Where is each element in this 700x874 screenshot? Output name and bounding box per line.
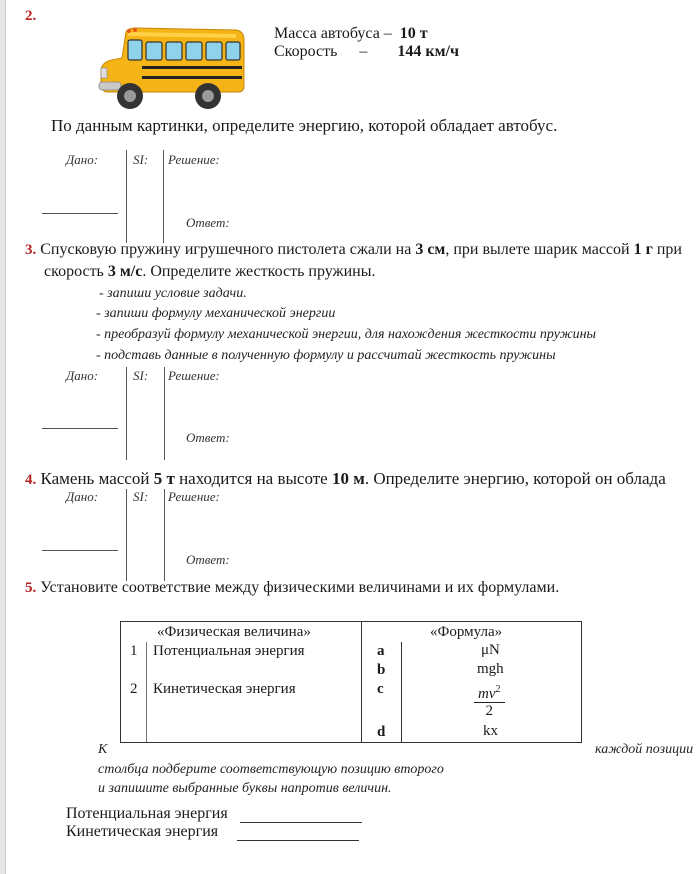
q3-divider-2 xyxy=(164,367,165,460)
q4-text-part: Камень массой xyxy=(40,469,154,488)
formula-c xyxy=(474,682,505,719)
q3-text-part: . Определите жесткость пружины. xyxy=(142,263,376,280)
q3-hint-4: - подставь данные в полученную формулу и рассчитай жесткость пружины xyxy=(96,348,556,363)
bus-speed-dash: – xyxy=(359,43,368,60)
answer-kinetic-blank[interactable] xyxy=(237,840,359,841)
formula-d: kx xyxy=(483,723,498,739)
instruction-line-3: и запишите выбранные буквы напротив величин. xyxy=(98,781,392,796)
q3-compression: 3 см xyxy=(415,241,446,258)
school-bus-icon xyxy=(98,26,246,112)
numerator-exponent: 2 xyxy=(495,684,501,695)
bus-mass-line xyxy=(274,25,428,43)
q2-answer-label: Ответ: xyxy=(186,215,230,230)
question-4-number: 4. xyxy=(25,472,37,488)
fraction-numerator xyxy=(474,682,505,703)
q3-solution-label: Решение: xyxy=(168,368,220,383)
q4-answer-label: Ответ: xyxy=(186,552,230,567)
instruction-k: К xyxy=(98,742,108,757)
q2-dano-label: Дано: xyxy=(66,152,99,167)
q2-divider-1 xyxy=(126,150,127,243)
q3-divider-1 xyxy=(126,367,127,460)
formula-a: μN xyxy=(481,642,500,658)
formula-b: mgh xyxy=(477,661,504,677)
answer-kinetic-label: Кинетическая энергия xyxy=(66,823,219,840)
row-1-number: 1 xyxy=(130,643,138,659)
q2-solution-label: Решение: xyxy=(168,152,220,167)
page-left-edge xyxy=(0,0,6,874)
q4-si-label: SI: xyxy=(133,489,149,504)
q3-hint-2: - запиши формулу механической энергии xyxy=(96,306,336,321)
instruction-line-2: столбца подберите соответствующую позицию второго xyxy=(98,762,444,777)
q3-dano-underline xyxy=(42,428,118,429)
row-2-number: 2 xyxy=(130,681,138,697)
question-2-number: 2. xyxy=(25,8,37,24)
q4-divider-1 xyxy=(126,489,127,581)
q3-si-label: SI: xyxy=(133,368,149,383)
q3-dano-label: Дано: xyxy=(66,368,99,383)
question-2-task: По данным картинки, определите энергию, которой обладает автобус. xyxy=(51,116,558,135)
matching-table xyxy=(120,621,582,743)
fraction-denominator: 2 xyxy=(485,703,493,719)
question-5-text xyxy=(25,579,559,597)
q2-dano-underline xyxy=(42,213,118,214)
question-3-number: 3. xyxy=(25,242,37,258)
q4-mass: 5 т xyxy=(153,469,175,488)
answer-potential-label: Потенциальная энергия xyxy=(66,805,228,822)
header-physical-quantity: «Физическая величина» xyxy=(157,624,311,640)
bus-mass-label: Масса автобуса – xyxy=(274,25,392,42)
q4-height: 10 м xyxy=(331,469,365,488)
instruction-right: каждой позиции xyxy=(595,742,694,757)
q4-text-part: . Определите энергию, которой он облада xyxy=(364,469,666,488)
q2-divider-2 xyxy=(163,150,164,243)
q4-text-part: находится на высоте xyxy=(174,469,332,488)
row-1-label: Потенциальная энергия xyxy=(153,643,305,659)
question-5-task: Установите соответствие между физическими величинами и их формулами. xyxy=(40,579,560,596)
q2-si-label: SI: xyxy=(133,152,149,167)
q3-text-part: скорость xyxy=(44,263,108,280)
q3-mass: 1 г xyxy=(633,241,653,258)
q3-speed: 3 м/с xyxy=(107,263,143,280)
bus-speed-label: Скорость xyxy=(274,43,338,60)
question-3-line-2 xyxy=(44,263,375,281)
table-column-divider xyxy=(361,622,362,742)
q3-text-part: при xyxy=(652,241,682,258)
kinetic-energy-fraction xyxy=(474,682,505,719)
answer-potential-blank[interactable] xyxy=(240,822,362,823)
q3-text-part: Спусковую пружину игрушечного пистолета сжали на xyxy=(40,241,416,258)
letter-c: c xyxy=(377,681,384,697)
question-4-text xyxy=(25,469,666,489)
q4-solution-label: Решение: xyxy=(168,489,220,504)
numerator-text: mv xyxy=(478,686,496,702)
bus-speed-value: 144 км/ч xyxy=(397,43,460,60)
letter-d: d xyxy=(377,724,386,740)
q4-dano-underline xyxy=(42,550,118,551)
letter-b: b xyxy=(377,662,386,678)
q3-answer-label: Ответ: xyxy=(186,430,230,445)
question-3-line-1 xyxy=(25,241,682,259)
letter-a: a xyxy=(377,643,385,659)
q4-divider-2 xyxy=(164,489,165,581)
bus-speed-line xyxy=(274,43,459,61)
q3-hint-1: - запиши условие задачи. xyxy=(99,286,247,301)
q3-hint-3: - преобразуй формулу механической энергии, для нахождения жесткости пружины xyxy=(96,327,597,342)
row-2-label: Кинетическая энергия xyxy=(153,681,296,697)
table-num-divider xyxy=(146,642,147,742)
bus-mass-value: 10 т xyxy=(399,25,428,42)
q4-dano-label: Дано: xyxy=(66,489,99,504)
table-letter-divider xyxy=(401,642,402,742)
header-formula: «Формула» xyxy=(430,624,503,640)
question-5-number: 5. xyxy=(25,580,37,596)
q3-text-part: , при вылете шарик массой xyxy=(445,241,634,258)
